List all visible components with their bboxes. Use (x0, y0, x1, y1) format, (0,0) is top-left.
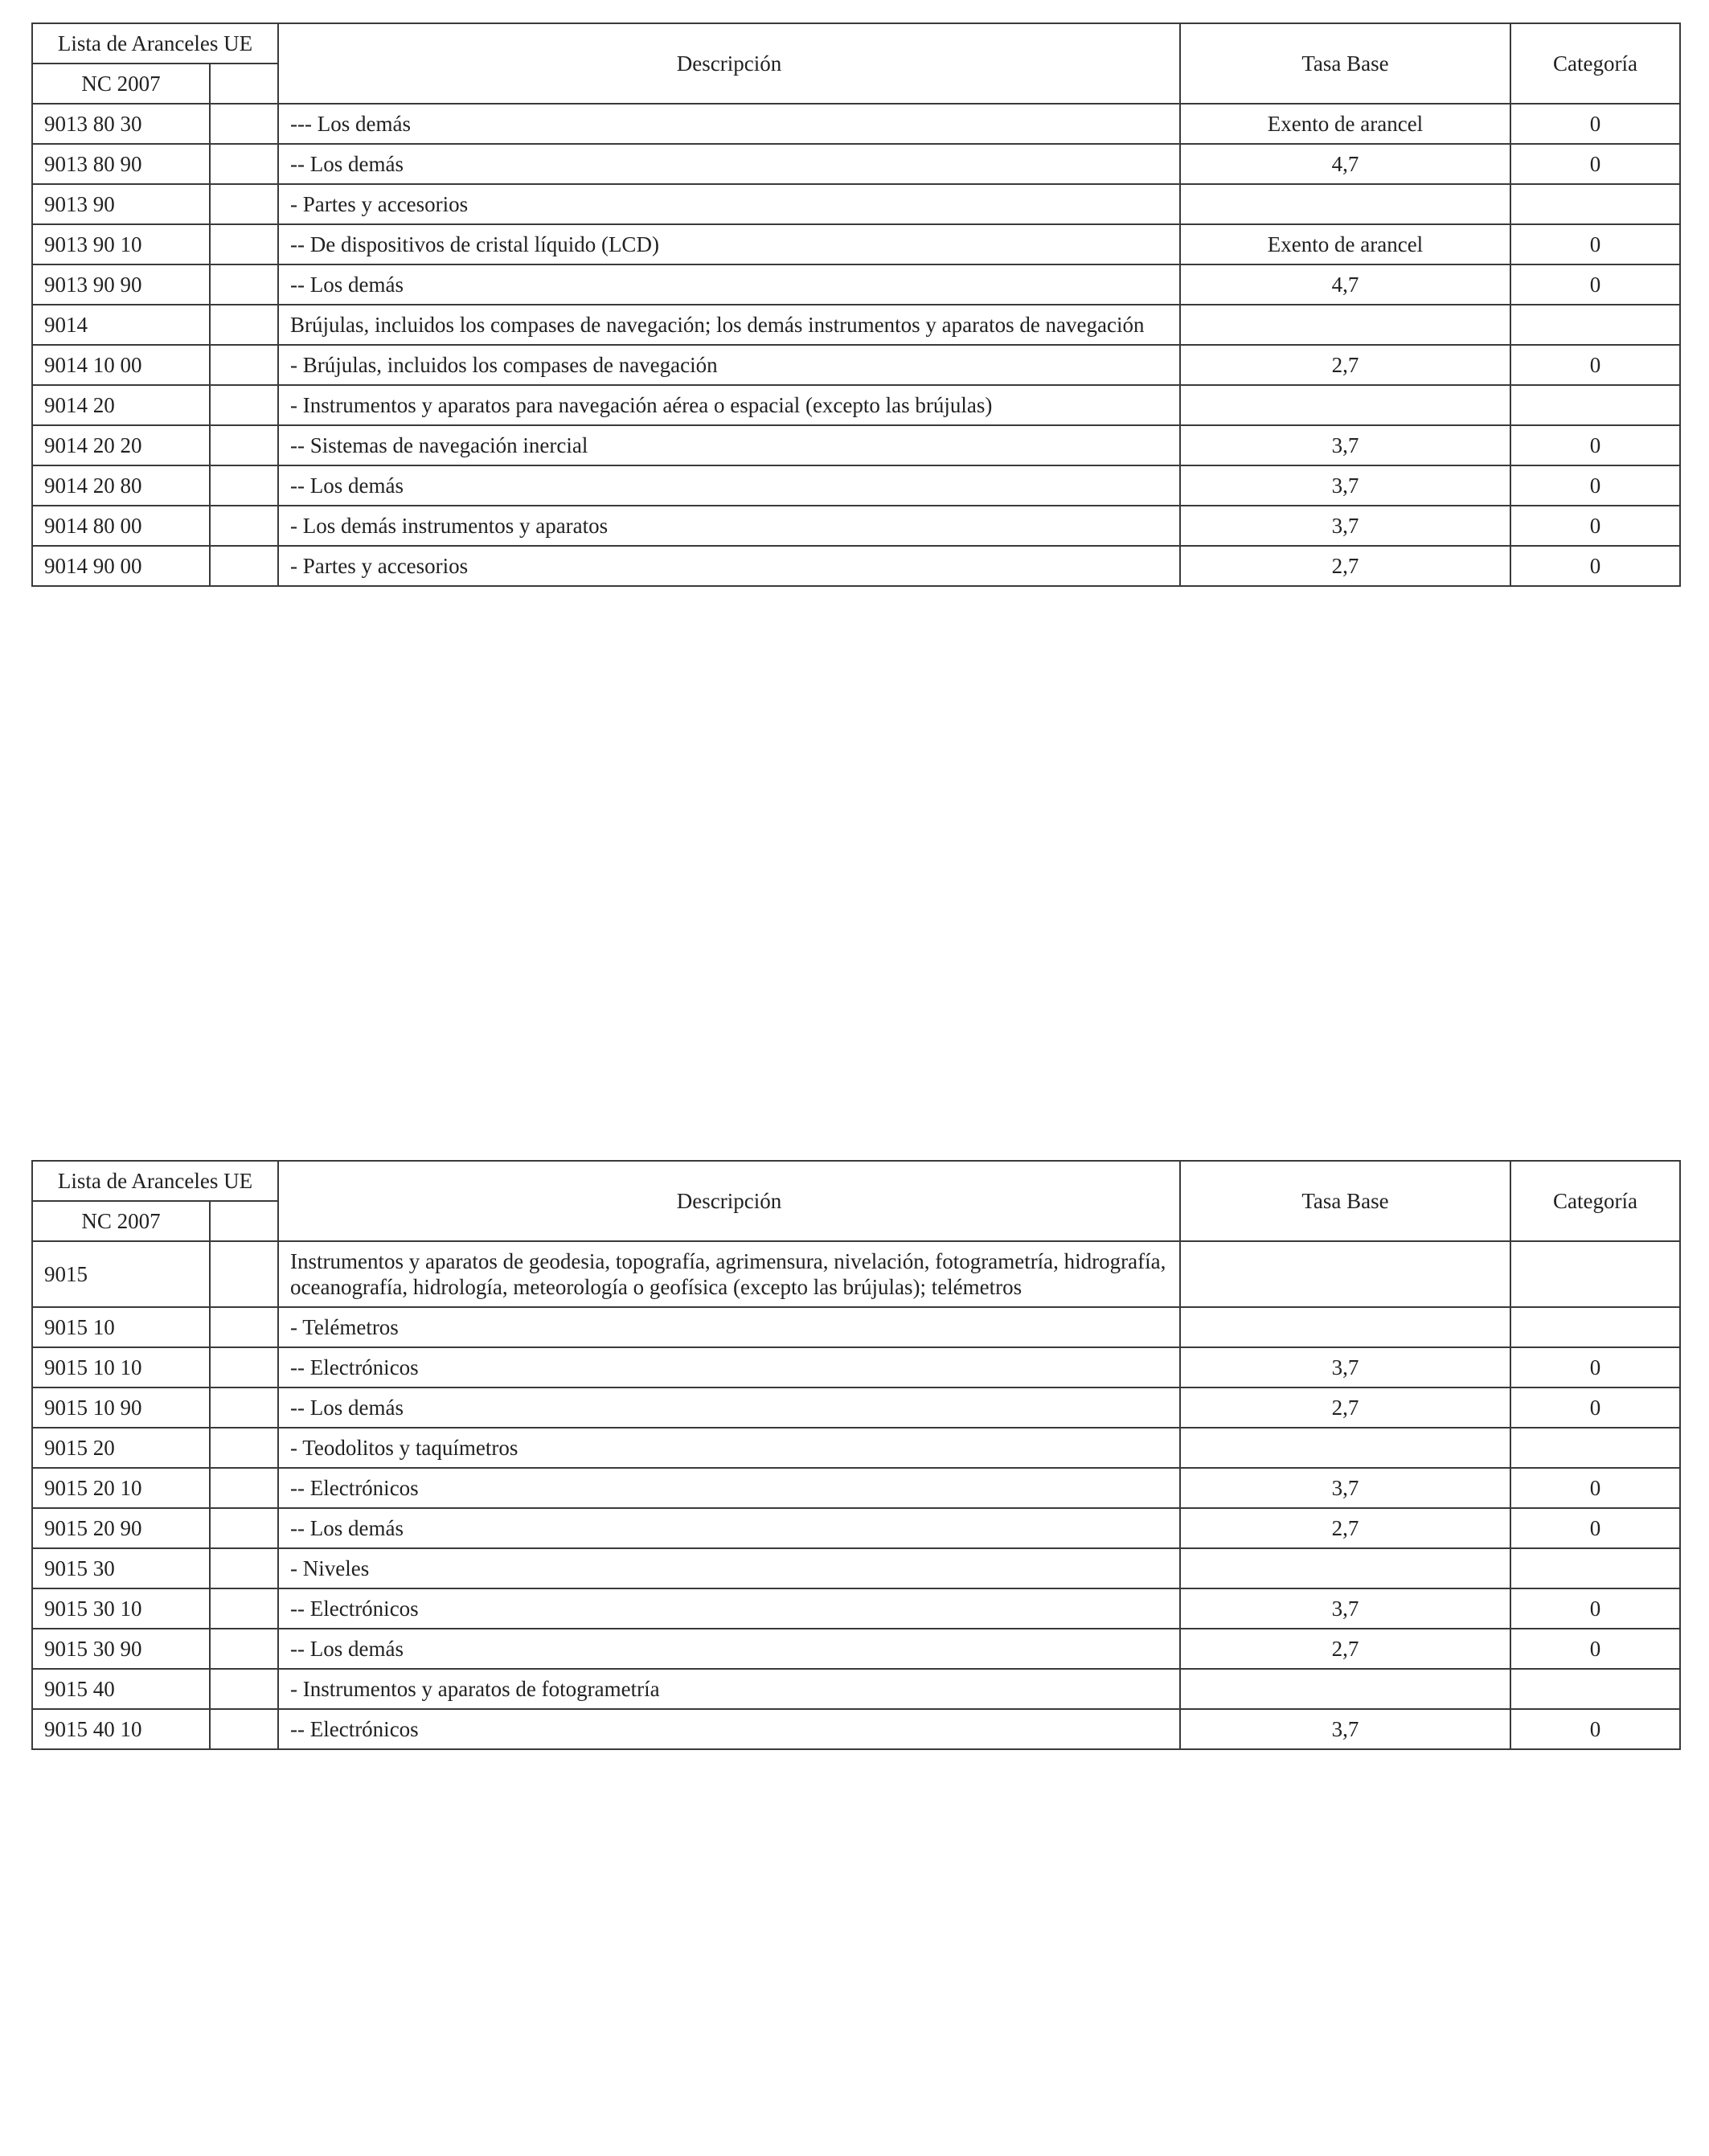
table-row (32, 264, 1680, 305)
description-cell: - Instrumentos y aparatos para navegación aérea o espacial (excepto las brújulas) (278, 385, 1180, 425)
blank-cell (210, 305, 278, 345)
rate-cell: 3,7 (1180, 1347, 1510, 1387)
description-cell: - Telémetros (278, 1307, 1180, 1347)
code-cell: 9015 30 (32, 1548, 210, 1588)
table-row (32, 224, 1680, 264)
code-cell: 9015 20 90 (32, 1508, 210, 1548)
code-cell: 9013 90 90 (32, 264, 210, 305)
code-cell: 9015 10 (32, 1307, 210, 1347)
rate-cell: 4,7 (1180, 144, 1510, 184)
description-cell: -- Los demás (278, 264, 1180, 305)
category-cell: 0 (1510, 224, 1680, 264)
category-cell (1510, 1669, 1680, 1709)
category-cell (1510, 184, 1680, 224)
rate-cell (1180, 385, 1510, 425)
rate-cell: 2,7 (1180, 1629, 1510, 1669)
description-cell: - Partes y accesorios (278, 546, 1180, 586)
table-row (32, 345, 1680, 385)
table-row (32, 1307, 1680, 1347)
code-cell: 9015 10 10 (32, 1347, 210, 1387)
code-cell: 9013 90 10 (32, 224, 210, 264)
code-cell: 9014 20 20 (32, 425, 210, 465)
table-row (32, 305, 1680, 345)
rate-cell: 3,7 (1180, 506, 1510, 546)
description-cell: - Partes y accesorios (278, 184, 1180, 224)
code-cell: 9014 (32, 305, 210, 345)
blank-cell (210, 1709, 278, 1749)
blank-cell (210, 425, 278, 465)
list-header: Lista de Aranceles UE (32, 23, 278, 64)
rate-cell (1180, 1428, 1510, 1468)
category-cell (1510, 1307, 1680, 1347)
rate-cell: 3,7 (1180, 1468, 1510, 1508)
code-cell: 9014 10 00 (32, 345, 210, 385)
category-header: Categoría (1510, 1161, 1680, 1241)
blank-cell (210, 465, 278, 506)
rate-cell: 3,7 (1180, 425, 1510, 465)
category-cell: 0 (1510, 506, 1680, 546)
rate-cell: 2,7 (1180, 1508, 1510, 1548)
blank-cell (210, 1307, 278, 1347)
blank-header-cell (210, 1201, 278, 1241)
category-cell: 0 (1510, 104, 1680, 144)
description-cell: - Brújulas, incluidos los compases de navegación (278, 345, 1180, 385)
description-cell: -- Electrónicos (278, 1347, 1180, 1387)
description-cell: -- Los demás (278, 465, 1180, 506)
description-cell: -- Los demás (278, 1629, 1180, 1669)
code-cell: 9013 80 30 (32, 104, 210, 144)
category-cell (1510, 305, 1680, 345)
blank-cell (210, 264, 278, 305)
code-cell: 9014 80 00 (32, 506, 210, 546)
table-row (32, 1347, 1680, 1387)
code-cell: 9015 30 10 (32, 1588, 210, 1629)
category-header: Categoría (1510, 23, 1680, 104)
blank-cell (210, 1241, 278, 1307)
table-row (32, 1387, 1680, 1428)
table-row (32, 104, 1680, 144)
table-row (32, 465, 1680, 506)
blank-cell (210, 1588, 278, 1629)
list-header: Lista de Aranceles UE (32, 1161, 278, 1201)
table-row (32, 1588, 1680, 1629)
table-header-row (32, 23, 1680, 64)
blank-cell (210, 1508, 278, 1548)
category-cell: 0 (1510, 1709, 1680, 1749)
table-row (32, 385, 1680, 425)
rate-cell: 4,7 (1180, 264, 1510, 305)
table-row (32, 506, 1680, 546)
table-row (32, 144, 1680, 184)
code-cell: 9015 30 90 (32, 1629, 210, 1669)
category-cell: 0 (1510, 1629, 1680, 1669)
code-cell: 9013 80 90 (32, 144, 210, 184)
description-cell: -- Los demás (278, 1387, 1180, 1428)
category-cell: 0 (1510, 1508, 1680, 1548)
category-cell: 0 (1510, 264, 1680, 305)
table-row (32, 184, 1680, 224)
description-cell: Brújulas, incluidos los compases de navegación; los demás instrumentos y aparatos de navegación (278, 305, 1180, 345)
category-cell (1510, 1241, 1680, 1307)
category-cell: 0 (1510, 1588, 1680, 1629)
rate-cell: 2,7 (1180, 1387, 1510, 1428)
blank-cell (210, 345, 278, 385)
code-cell: 9015 40 (32, 1669, 210, 1709)
category-cell: 0 (1510, 425, 1680, 465)
description-cell: -- De dispositivos de cristal líquido (LCD) (278, 224, 1180, 264)
rate-cell (1180, 1669, 1510, 1709)
rate-cell (1180, 1307, 1510, 1347)
description-cell: -- Sistemas de navegación inercial (278, 425, 1180, 465)
code-cell: 9014 20 80 (32, 465, 210, 506)
category-cell: 0 (1510, 1387, 1680, 1428)
blank-cell (210, 184, 278, 224)
table-row (32, 546, 1680, 586)
table-row (32, 425, 1680, 465)
rate-cell: 3,7 (1180, 1709, 1510, 1749)
code-cell: 9014 20 (32, 385, 210, 425)
category-cell (1510, 1428, 1680, 1468)
description-header: Descripción (278, 1161, 1180, 1241)
table-row (32, 1241, 1680, 1307)
code-cell: 9015 10 90 (32, 1387, 210, 1428)
category-cell: 0 (1510, 1347, 1680, 1387)
rate-cell (1180, 1548, 1510, 1588)
description-cell: -- Electrónicos (278, 1588, 1180, 1629)
code-cell: 9015 20 (32, 1428, 210, 1468)
table-row (32, 1508, 1680, 1548)
table-row (32, 1709, 1680, 1749)
blank-cell (210, 1548, 278, 1588)
blank-cell (210, 1669, 278, 1709)
description-cell: -- Electrónicos (278, 1468, 1180, 1508)
blank-cell (210, 1347, 278, 1387)
table-header-row (32, 1161, 1680, 1201)
blank-cell (210, 506, 278, 546)
blank-cell (210, 104, 278, 144)
table-row (32, 1428, 1680, 1468)
category-cell: 0 (1510, 546, 1680, 586)
rate-cell: 2,7 (1180, 546, 1510, 586)
category-cell (1510, 1548, 1680, 1588)
code-cell: 9015 40 10 (32, 1709, 210, 1749)
blank-cell (210, 1387, 278, 1428)
rate-cell: Exento de arancel (1180, 224, 1510, 264)
description-cell: --- Los demás (278, 104, 1180, 144)
description-cell: - Niveles (278, 1548, 1180, 1588)
blank-cell (210, 144, 278, 184)
rate-header: Tasa Base (1180, 1161, 1510, 1241)
blank-cell (210, 224, 278, 264)
description-cell: - Los demás instrumentos y aparatos (278, 506, 1180, 546)
rate-cell: 3,7 (1180, 465, 1510, 506)
rate-cell (1180, 1241, 1510, 1307)
table-row (32, 1669, 1680, 1709)
description-cell: -- Electrónicos (278, 1709, 1180, 1749)
rate-header: Tasa Base (1180, 23, 1510, 104)
table-row (32, 1548, 1680, 1588)
description-header: Descripción (278, 23, 1180, 104)
table-row (32, 1629, 1680, 1669)
description-cell: - Teodolitos y taquímetros (278, 1428, 1180, 1468)
description-cell: - Instrumentos y aparatos de fotogrametría (278, 1669, 1180, 1709)
blank-header-cell (210, 64, 278, 104)
description-cell: -- Los demás (278, 144, 1180, 184)
rate-cell: 2,7 (1180, 345, 1510, 385)
table-row (32, 1468, 1680, 1508)
rate-cell (1180, 184, 1510, 224)
category-cell: 0 (1510, 465, 1680, 506)
blank-cell (210, 1428, 278, 1468)
tariff-table-1 (31, 23, 1681, 587)
nc-header: NC 2007 (32, 64, 210, 104)
code-cell: 9015 20 10 (32, 1468, 210, 1508)
rate-cell: 3,7 (1180, 1588, 1510, 1629)
blank-cell (210, 546, 278, 586)
category-cell: 0 (1510, 345, 1680, 385)
rate-cell: Exento de arancel (1180, 104, 1510, 144)
description-cell: Instrumentos y aparatos de geodesia, topografía, agrimensura, nivelación, fotogrametría, hidrografía, oceanografía, hidrología, meteorología o geofísica (excepto las brújulas); telémetros (278, 1241, 1180, 1307)
category-cell: 0 (1510, 144, 1680, 184)
description-cell: -- Los demás (278, 1508, 1180, 1548)
code-cell: 9013 90 (32, 184, 210, 224)
rate-cell (1180, 305, 1510, 345)
nc-header: NC 2007 (32, 1201, 210, 1241)
blank-cell (210, 385, 278, 425)
blank-cell (210, 1468, 278, 1508)
tariff-table-2 (31, 1160, 1681, 1750)
category-cell: 0 (1510, 1468, 1680, 1508)
code-cell: 9015 (32, 1241, 210, 1307)
code-cell: 9014 90 00 (32, 546, 210, 586)
blank-cell (210, 1629, 278, 1669)
category-cell (1510, 385, 1680, 425)
